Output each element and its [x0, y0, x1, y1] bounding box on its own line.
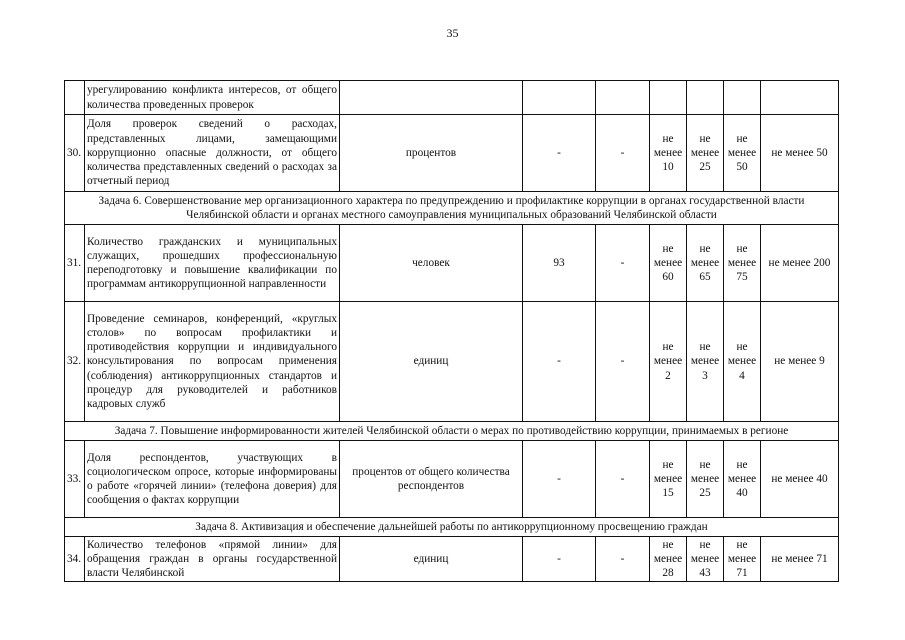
unit-cell: единиц [340, 302, 523, 422]
final-value: не менее 200 [761, 225, 839, 302]
task-row [65, 192, 839, 225]
target-value: не менее 71 [724, 537, 761, 582]
indicator-description: урегулированию конфликта интересов, от общего количества проведенных проверок [85, 81, 340, 115]
unit-cell: единиц [340, 537, 523, 582]
indicator-description: Доля проверок сведений о расходах, представленных лицами, замещающими коррупционно опасные должности, от общего количества представленных сведений о расходах за отчетный период [85, 115, 340, 192]
task-row [65, 422, 839, 441]
task-heading: Задача 6. Совершенствование мер организационного характера по предупреждению и профилактике коррупции в органах государственной власти Челябинской области и органах местного самоуправления муниципальных образований Челябинской области [65, 192, 839, 225]
row-number: 34. [65, 537, 85, 582]
base-value: - [523, 441, 596, 518]
final-value: не менее 9 [761, 302, 839, 422]
row-number [65, 81, 85, 115]
target-value: не менее 15 [650, 441, 687, 518]
target-value: не менее 65 [687, 225, 724, 302]
row-number: 31. [65, 225, 85, 302]
target-value [650, 81, 687, 115]
base-value: - [523, 115, 596, 192]
row-number: 30. [65, 115, 85, 192]
target-value: не менее 43 [687, 537, 724, 582]
base-value: 93 [523, 225, 596, 302]
base-value: - [523, 537, 596, 582]
task-heading: Задача 7. Повышение информированности жителей Челябинской области о мерах по противодействию коррупции, принимаемых в регионе [65, 422, 839, 441]
table-row [65, 302, 839, 422]
year-value: - [596, 441, 650, 518]
target-value: не менее 3 [687, 302, 724, 422]
final-value: не менее 71 [761, 537, 839, 582]
target-value [724, 81, 761, 115]
table-row [65, 115, 839, 192]
table-row [65, 81, 839, 115]
indicator-description: Проведение семинаров, конференций, «круглых столов» по вопросам профилактики и противодействия коррупции и индивидуального консультирования по вопросам применения (соблюдения) антикоррупционных стандартов и процедур для руководителей и работников кадровых служб [85, 302, 340, 422]
indicator-description: Доля респондентов, участвующих в социологическом опросе, которые информированы о работе «горячей линии» (телефона доверия) для сообщения о фактах коррупции [85, 441, 340, 518]
target-value: не менее 75 [724, 225, 761, 302]
row-number: 33. [65, 441, 85, 518]
target-value: не менее 2 [650, 302, 687, 422]
year-value: - [596, 537, 650, 582]
target-value: не менее 60 [650, 225, 687, 302]
page-number: 35 [446, 26, 459, 40]
unit-cell [340, 81, 523, 115]
target-value: не менее 4 [724, 302, 761, 422]
year-value [596, 81, 650, 115]
final-value: не менее 50 [761, 115, 839, 192]
base-value [523, 81, 596, 115]
table-row [65, 225, 839, 302]
final-value: не менее 40 [761, 441, 839, 518]
row-number: 32. [65, 302, 85, 422]
indicators-table [64, 80, 839, 582]
target-value: не менее 40 [724, 441, 761, 518]
unit-cell: процентов [340, 115, 523, 192]
year-value: - [596, 302, 650, 422]
year-value: - [596, 115, 650, 192]
final-value [761, 81, 839, 115]
target-value: не менее 28 [650, 537, 687, 582]
base-value: - [523, 302, 596, 422]
unit-cell: человек [340, 225, 523, 302]
indicator-description: Количество гражданских и муниципальных служащих, прошедших профессиональную переподготовку и повышение квалификации по программам антикоррупционной направленности [85, 225, 340, 302]
target-value [687, 81, 724, 115]
target-value: не менее 10 [650, 115, 687, 192]
table-row [65, 441, 839, 518]
target-value: не менее 25 [687, 115, 724, 192]
unit-cell: процентов от общего количества респондентов [340, 441, 523, 518]
task-heading: Задача 8. Активизация и обеспечение дальнейшей работы по антикоррупционному просвещению граждан [65, 518, 839, 537]
task-row [65, 518, 839, 537]
indicator-description: Количество телефонов «прямой линии» для обращения граждан в органы государственной власти Челябинской [85, 537, 340, 582]
target-value: не менее 25 [687, 441, 724, 518]
table-row [65, 537, 839, 582]
year-value: - [596, 225, 650, 302]
target-value: не менее 50 [724, 115, 761, 192]
